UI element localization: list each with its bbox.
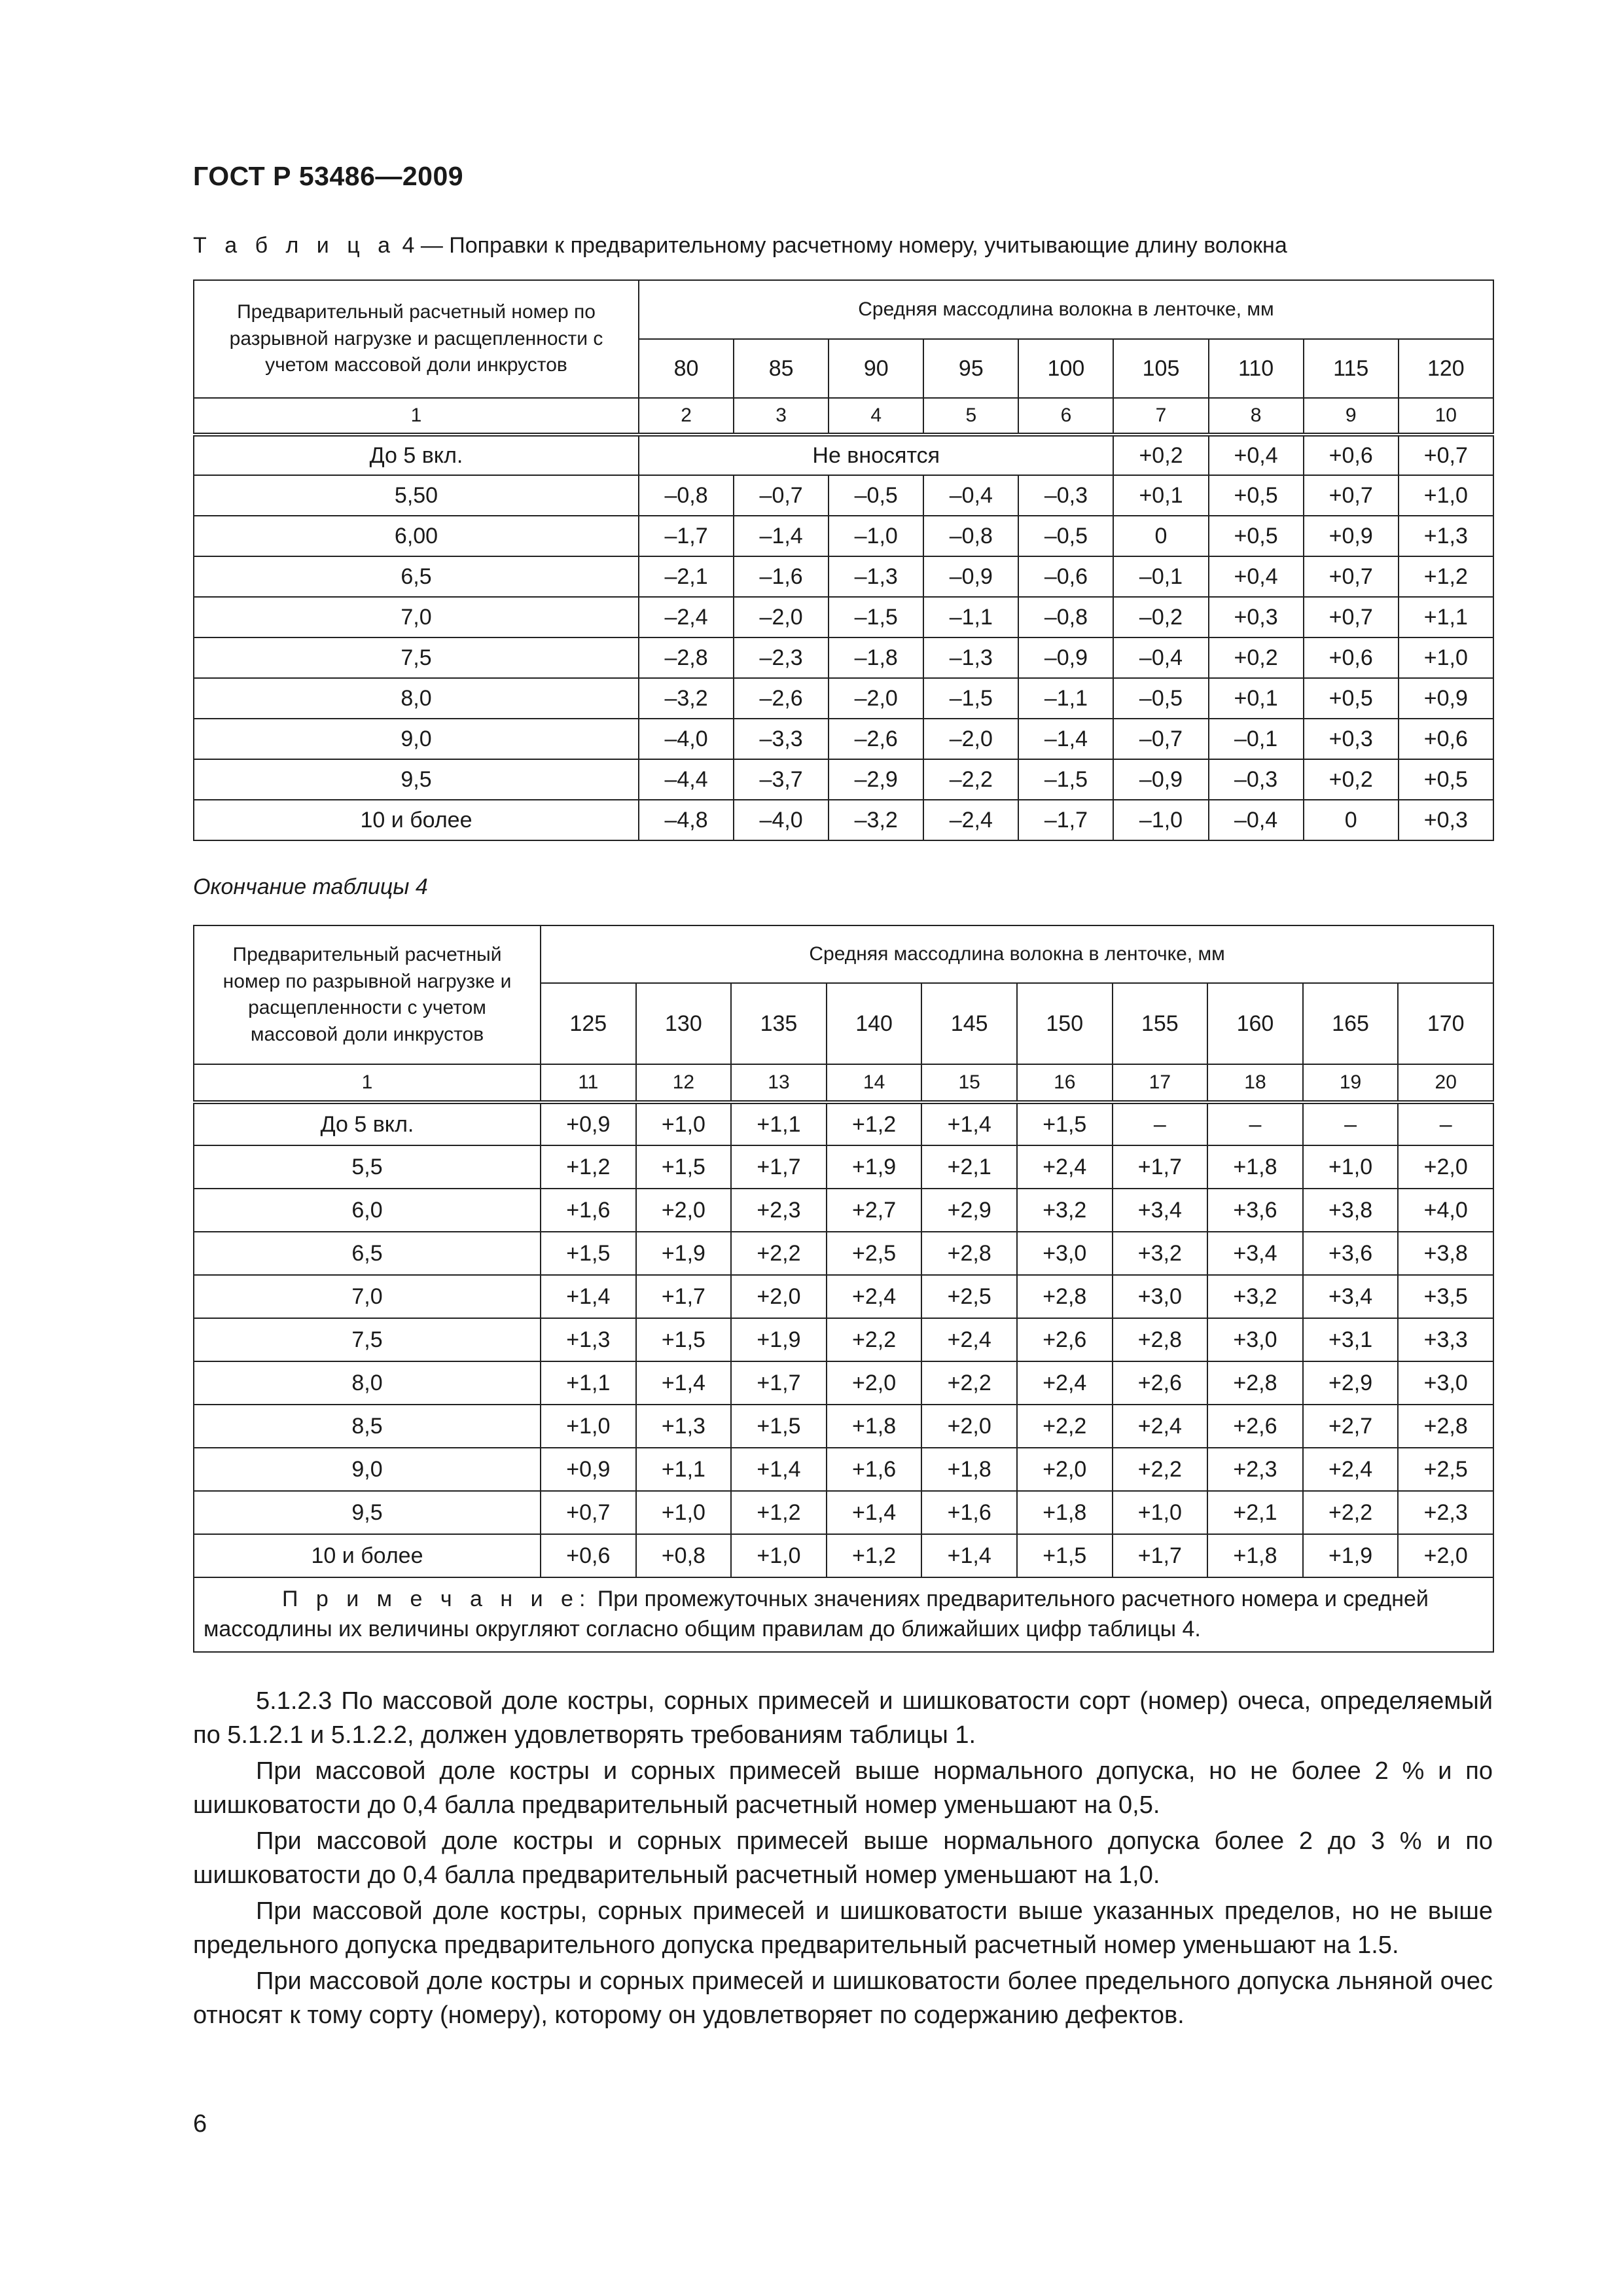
column-number: 4: [829, 398, 923, 435]
page-number: 6: [193, 2110, 207, 2138]
row-label: До 5 вкл.: [194, 1102, 541, 1145]
table-row: [194, 1145, 1493, 1189]
column-number: 13: [731, 1064, 827, 1102]
table-cell: –2,2: [923, 759, 1018, 800]
table-cell: +2,1: [921, 1145, 1017, 1189]
table-cell: +3,3: [1398, 1318, 1493, 1361]
table-cell: +1,8: [1207, 1145, 1303, 1189]
column-number: 20: [1398, 1064, 1493, 1102]
table-cell: +2,6: [1113, 1361, 1208, 1405]
column-number: 2: [639, 398, 734, 435]
table-cell: +0,7: [1304, 597, 1399, 637]
table-cell: –2,0: [923, 719, 1018, 759]
column-number: 1: [194, 398, 639, 435]
table-cell: –0,3: [1018, 475, 1113, 516]
table-cell: –1,0: [1113, 800, 1208, 840]
table-cell: +2,0: [1017, 1448, 1113, 1491]
table-cell: +2,3: [731, 1189, 827, 1232]
table-cell: –2,8: [639, 637, 734, 678]
length-header: 165: [1303, 983, 1399, 1064]
table-cell: +1,3: [1399, 516, 1493, 556]
table-cell: +0,7: [541, 1491, 636, 1534]
table-cell: +2,2: [1113, 1448, 1208, 1491]
table-cell: –1,7: [639, 516, 734, 556]
table-cell: +3,4: [1113, 1189, 1208, 1232]
table-cell: +1,9: [827, 1145, 922, 1189]
table-cell: +2,9: [1303, 1361, 1399, 1405]
row-label: 7,5: [194, 1318, 541, 1361]
table-cell: +0,6: [1304, 435, 1399, 475]
group-header: Средняя массодлина волокна в ленточке, мм: [639, 280, 1493, 339]
table-row: [194, 1534, 1493, 1577]
table-cell: +1,2: [541, 1145, 636, 1189]
table-cell: +2,2: [1017, 1405, 1113, 1448]
table-cell: +0,2: [1113, 435, 1208, 475]
table-row: [194, 637, 1493, 678]
table-row: [194, 1275, 1493, 1318]
length-header: 105: [1113, 339, 1208, 398]
table-cell: +2,7: [1303, 1405, 1399, 1448]
table-cell: +2,4: [827, 1275, 922, 1318]
table-row: [194, 556, 1493, 597]
table-cell: –1,3: [829, 556, 923, 597]
table-cell: –2,3: [734, 637, 829, 678]
table-cell: +2,0: [921, 1405, 1017, 1448]
table-cell: –4,8: [639, 800, 734, 840]
table-row: [194, 597, 1493, 637]
length-header: 80: [639, 339, 734, 398]
table-cell: –0,8: [639, 475, 734, 516]
table-cell: +1,3: [541, 1318, 636, 1361]
table-cell: +3,1: [1303, 1318, 1399, 1361]
table-cell: +0,7: [1304, 556, 1399, 597]
table-cell: +1,8: [827, 1405, 922, 1448]
table-cell: +1,0: [1113, 1491, 1208, 1534]
table-cell: –1,7: [1018, 800, 1113, 840]
length-header: 145: [921, 983, 1017, 1064]
table-cell: –0,5: [1113, 678, 1208, 719]
length-header: 140: [827, 983, 922, 1064]
table-cell: –0,1: [1209, 719, 1304, 759]
row-label: 5,5: [194, 1145, 541, 1189]
table-cell: –: [1113, 1102, 1208, 1145]
length-header: 100: [1018, 339, 1113, 398]
column-number: 10: [1399, 398, 1493, 435]
table-cell: +1,4: [541, 1275, 636, 1318]
paragraph: При массовой доле костры, сорных примесей и шишковатости выше указанных пределов, но не выше предельного допуска предварительного допуска предварительный расчетный номер уменьшают на 1.5.: [193, 1897, 1493, 1959]
table-cell: +2,2: [827, 1318, 922, 1361]
table-cell: +1,7: [731, 1145, 827, 1189]
table-cell: +3,0: [1398, 1361, 1493, 1405]
table-cell: +1,9: [636, 1232, 732, 1275]
table-cell: +1,1: [1399, 597, 1493, 637]
paragraph: При массовой доле костры и сорных примесей и шишковатости более предельного допуска льняной очес относят к тому сорту (номеру), которому он удовлетворяет по содержанию дефектов.: [193, 1967, 1493, 2029]
column-number: 18: [1207, 1064, 1303, 1102]
table-cell: +1,6: [827, 1448, 922, 1491]
table-cell: +1,6: [921, 1491, 1017, 1534]
table-cell: +2,2: [731, 1232, 827, 1275]
table-cell: –: [1303, 1102, 1399, 1145]
table-cell: +0,7: [1399, 435, 1493, 475]
table-4: [193, 279, 1494, 841]
table-row: [194, 1318, 1493, 1361]
table-cell: +0,4: [1209, 556, 1304, 597]
table-cell: +4,0: [1398, 1189, 1493, 1232]
column-number: 1: [194, 1064, 541, 1102]
table-cell: –1,1: [923, 597, 1018, 637]
table-cell: +1,0: [1303, 1145, 1399, 1189]
table-cell: –2,6: [734, 678, 829, 719]
row-label: 6,5: [194, 556, 639, 597]
table-cell: +2,5: [1398, 1448, 1493, 1491]
table-cell: –0,1: [1113, 556, 1208, 597]
table-cell: –2,4: [923, 800, 1018, 840]
table-cell: +2,0: [827, 1361, 922, 1405]
table-cell: +0,1: [1113, 475, 1208, 516]
table-continuation-caption: Окончание таблицы 4: [193, 874, 428, 899]
table-cell: –0,4: [1209, 800, 1304, 840]
table-cell: –2,6: [829, 719, 923, 759]
table-cell: +3,8: [1303, 1189, 1399, 1232]
table-cell: +0,9: [1304, 516, 1399, 556]
table-cell: +2,8: [1113, 1318, 1208, 1361]
table-cell: +2,1: [1207, 1491, 1303, 1534]
table-cell: +0,3: [1399, 800, 1493, 840]
table-cell: +2,4: [1017, 1361, 1113, 1405]
table-cell: +1,9: [731, 1318, 827, 1361]
table-cell: –1,5: [1018, 759, 1113, 800]
length-header: 85: [734, 339, 829, 398]
table-cell: +2,0: [731, 1275, 827, 1318]
table-cell: +2,4: [1017, 1145, 1113, 1189]
table-cell: +1,2: [1399, 556, 1493, 597]
table-cell: +3,2: [1017, 1189, 1113, 1232]
table-cell: +1,4: [731, 1448, 827, 1491]
row-label: 9,0: [194, 1448, 541, 1491]
table-cell: +1,7: [1113, 1534, 1208, 1577]
table-cell: +2,5: [921, 1275, 1017, 1318]
length-header: 90: [829, 339, 923, 398]
table-cell: +1,5: [731, 1405, 827, 1448]
table-4-continuation: [193, 925, 1494, 1653]
table-cell: +1,5: [1017, 1102, 1113, 1145]
paragraph: 5.1.2.3 По массовой доле костры, сорных примесей и шишковатости сорт (номер) очеса, определяемый по 5.1.2.1 и 5.1.2.2, должен удовлетворять требованиям таблицы 1.: [193, 1687, 1493, 1749]
table-cell: –: [1398, 1102, 1493, 1145]
table-cell: +1,5: [636, 1318, 732, 1361]
document-header: ГОСТ Р 53486—2009: [193, 161, 464, 191]
table-cell: –0,9: [1113, 759, 1208, 800]
table-title-label: Т а б л и ц а: [193, 233, 397, 258]
table-cell: +1,5: [1017, 1534, 1113, 1577]
row-label: 8,5: [194, 1405, 541, 1448]
column-number: 8: [1209, 398, 1304, 435]
row-label: 5,50: [194, 475, 639, 516]
table-row: [194, 1189, 1493, 1232]
row-label: 7,5: [194, 637, 639, 678]
table-cell: –1,6: [734, 556, 829, 597]
table-cell: +1,4: [827, 1491, 922, 1534]
column-number: 15: [921, 1064, 1017, 1102]
table-cell: +1,0: [1399, 475, 1493, 516]
table-cell: +2,0: [1398, 1534, 1493, 1577]
table-cell: +1,0: [636, 1102, 732, 1145]
row-label: 9,0: [194, 719, 639, 759]
table-cell: 0: [1113, 516, 1208, 556]
table-cell: +3,6: [1207, 1189, 1303, 1232]
table-cell: +1,7: [636, 1275, 732, 1318]
table-cell: +1,8: [1017, 1491, 1113, 1534]
table-cell: +2,2: [921, 1361, 1017, 1405]
table-cell: –0,4: [1113, 637, 1208, 678]
table-cell: +1,4: [921, 1534, 1017, 1577]
merged-cell: Не вносятся: [639, 435, 1113, 475]
table-row: [194, 1491, 1493, 1534]
table-cell: +2,6: [1207, 1405, 1303, 1448]
table-cell: –0,8: [1018, 597, 1113, 637]
length-header: 125: [541, 983, 636, 1064]
column-number: 12: [636, 1064, 732, 1102]
table-cell: +1,1: [636, 1448, 732, 1491]
table-cell: +0,6: [1399, 719, 1493, 759]
table-cell: +0,9: [541, 1448, 636, 1491]
table-cell: +3,4: [1303, 1275, 1399, 1318]
row-label: 8,0: [194, 678, 639, 719]
table-cell: +1,2: [827, 1102, 922, 1145]
table-cell: +1,1: [731, 1102, 827, 1145]
table-cell: +1,5: [636, 1145, 732, 1189]
table-cell: +1,4: [921, 1102, 1017, 1145]
table-row: [194, 1448, 1493, 1491]
table-row: [194, 1102, 1493, 1145]
table-cell: +2,3: [1207, 1448, 1303, 1491]
table-cell: +0,5: [1304, 678, 1399, 719]
table-cell: –0,2: [1113, 597, 1208, 637]
table-cell: +2,0: [1398, 1145, 1493, 1189]
table-cell: +1,3: [636, 1405, 732, 1448]
table-cell: –0,3: [1209, 759, 1304, 800]
table-cell: –2,9: [829, 759, 923, 800]
table-row: [194, 1405, 1493, 1448]
table-cell: –1,8: [829, 637, 923, 678]
table-title: [193, 233, 1287, 259]
table-cell: +2,7: [827, 1189, 922, 1232]
table-row: [194, 678, 1493, 719]
table-cell: +0,5: [1209, 475, 1304, 516]
table-cell: –1,1: [1018, 678, 1113, 719]
table-cell: +3,8: [1398, 1232, 1493, 1275]
column-number: 14: [827, 1064, 922, 1102]
table-cell: +1,7: [1113, 1145, 1208, 1189]
table-cell: –3,3: [734, 719, 829, 759]
table-cell: +0,6: [1304, 637, 1399, 678]
column-number: 19: [1303, 1064, 1399, 1102]
table-cell: +3,2: [1207, 1275, 1303, 1318]
paragraph: При массовой доле костры и сорных примесей выше нормального допуска, но не более 2 % и по шишковатости до 0,4 балла предварительный расчетный номер уменьшают на 0,5.: [193, 1757, 1493, 1819]
table-cell: +2,0: [636, 1189, 732, 1232]
table-cell: +2,8: [1207, 1361, 1303, 1405]
column-number: 3: [734, 398, 829, 435]
column-number: 9: [1304, 398, 1399, 435]
table-cell: +3,4: [1207, 1232, 1303, 1275]
length-header: 155: [1113, 983, 1208, 1064]
table-cell: +2,8: [1017, 1275, 1113, 1318]
table-cell: +2,2: [1303, 1491, 1399, 1534]
table-cell: +1,2: [731, 1491, 827, 1534]
paragraph: При массовой доле костры и сорных примесей выше нормального допуска более 2 до 3 % и по шишковатости до 0,4 балла предварительный расчетный номер уменьшают на 1,0.: [193, 1827, 1493, 1889]
table-cell: +0,5: [1399, 759, 1493, 800]
row-label: 9,5: [194, 759, 639, 800]
row-label: 9,5: [194, 1491, 541, 1534]
table-cell: –1,0: [829, 516, 923, 556]
table-cell: +0,3: [1209, 597, 1304, 637]
table-row: [194, 475, 1493, 516]
table-cell: +0,6: [541, 1534, 636, 1577]
table-cell: –1,4: [1018, 719, 1113, 759]
row-label: 10 и более: [194, 1534, 541, 1577]
row-label: 8,0: [194, 1361, 541, 1405]
table-cell: +0,9: [541, 1102, 636, 1145]
table-cell: +1,5: [541, 1232, 636, 1275]
table-cell: +0,9: [1399, 678, 1493, 719]
table-row: [194, 800, 1493, 840]
note-text: При промежуточных значениях предварительного расчетного номера и средней массодлины их величины округляют согласно общим правилам до ближайших цифр таблицы 4.: [204, 1587, 1429, 1641]
row-label: 6,5: [194, 1232, 541, 1275]
table-cell: –1,4: [734, 516, 829, 556]
row-label: 10 и более: [194, 800, 639, 840]
table-cell: 0: [1304, 800, 1399, 840]
table-cell: +2,5: [827, 1232, 922, 1275]
table-row: [194, 1361, 1493, 1405]
table-cell: –0,9: [923, 556, 1018, 597]
table-cell: –0,6: [1018, 556, 1113, 597]
table-cell: –2,0: [829, 678, 923, 719]
table-cell: +2,4: [921, 1318, 1017, 1361]
table-cell: +3,0: [1113, 1275, 1208, 1318]
table-note: [194, 1577, 1493, 1652]
table-cell: +0,2: [1304, 759, 1399, 800]
table-cell: +3,0: [1207, 1318, 1303, 1361]
table-cell: +2,3: [1398, 1491, 1493, 1534]
table-cell: +1,8: [1207, 1534, 1303, 1577]
column-number: 11: [541, 1064, 636, 1102]
row-label: 6,0: [194, 1189, 541, 1232]
table-row: [194, 759, 1493, 800]
table-cell: +0,3: [1304, 719, 1399, 759]
table-cell: –1,5: [923, 678, 1018, 719]
note-label: П р и м е ч а н и е:: [282, 1587, 592, 1611]
table-cell: +1,0: [636, 1491, 732, 1534]
table-cell: –0,4: [923, 475, 1018, 516]
table-cell: +1,6: [541, 1189, 636, 1232]
table-cell: +3,2: [1113, 1232, 1208, 1275]
row-header: Предварительный расчетный номер по разрывной нагрузке и расщепленности с учетом массовой доли инкрустов: [194, 280, 639, 398]
table-cell: +0,5: [1209, 516, 1304, 556]
table-cell: –3,2: [829, 800, 923, 840]
table-cell: –0,7: [734, 475, 829, 516]
table-cell: –3,2: [639, 678, 734, 719]
table-cell: +1,0: [731, 1534, 827, 1577]
length-header: 150: [1017, 983, 1113, 1064]
row-label: До 5 вкл.: [194, 435, 639, 475]
table-cell: –3,7: [734, 759, 829, 800]
table-cell: +2,4: [1303, 1448, 1399, 1491]
table-cell: +2,4: [1113, 1405, 1208, 1448]
table-cell: +1,9: [1303, 1534, 1399, 1577]
row-label: 6,00: [194, 516, 639, 556]
table-cell: +2,9: [921, 1189, 1017, 1232]
row-label: 7,0: [194, 1275, 541, 1318]
length-header: 170: [1398, 983, 1493, 1064]
length-header: 115: [1304, 339, 1399, 398]
table-cell: –0,7: [1113, 719, 1208, 759]
column-number: 16: [1017, 1064, 1113, 1102]
length-header: 95: [923, 339, 1018, 398]
table-cell: +0,1: [1209, 678, 1304, 719]
table-cell: +0,7: [1304, 475, 1399, 516]
table-cell: +1,2: [827, 1534, 922, 1577]
table-cell: +2,6: [1017, 1318, 1113, 1361]
table-cell: +3,0: [1017, 1232, 1113, 1275]
column-number: 5: [923, 398, 1018, 435]
table-cell: –2,4: [639, 597, 734, 637]
table-cell: –0,9: [1018, 637, 1113, 678]
table-cell: +2,8: [1398, 1405, 1493, 1448]
table-cell: –4,4: [639, 759, 734, 800]
length-header: 120: [1399, 339, 1493, 398]
table-cell: –4,0: [639, 719, 734, 759]
table-cell: –0,5: [829, 475, 923, 516]
table-cell: –4,0: [734, 800, 829, 840]
table-cell: –1,5: [829, 597, 923, 637]
column-number: 6: [1018, 398, 1113, 435]
table-cell: –0,8: [923, 516, 1018, 556]
table-row: [194, 719, 1493, 759]
length-header: 130: [636, 983, 732, 1064]
table-cell: –: [1207, 1102, 1303, 1145]
table-cell: +1,4: [636, 1361, 732, 1405]
body-text: [193, 1684, 1493, 2034]
table-cell: +1,1: [541, 1361, 636, 1405]
table-cell: +0,2: [1209, 637, 1304, 678]
length-header: 135: [731, 983, 827, 1064]
table-cell: –1,3: [923, 637, 1018, 678]
length-header: 110: [1209, 339, 1304, 398]
table-cell: –2,0: [734, 597, 829, 637]
table-row: [194, 1232, 1493, 1275]
row-label: 7,0: [194, 597, 639, 637]
table-cell: +2,8: [921, 1232, 1017, 1275]
table-cell: +0,8: [636, 1534, 732, 1577]
length-header: 160: [1207, 983, 1303, 1064]
column-number: 7: [1113, 398, 1208, 435]
table-row: [194, 516, 1493, 556]
group-header: Средняя массодлина волокна в ленточке, мм: [541, 925, 1493, 983]
row-header: Предварительный расчетный номер по разрывной нагрузке и расщепленности с учетом массовой доли инкрустов: [194, 925, 541, 1064]
table-cell: +1,8: [921, 1448, 1017, 1491]
column-number: 17: [1113, 1064, 1208, 1102]
table-cell: +3,6: [1303, 1232, 1399, 1275]
table-cell: +1,7: [731, 1361, 827, 1405]
note-row: [194, 1577, 1493, 1652]
table-cell: +0,4: [1209, 435, 1304, 475]
table-title-text: 4 — Поправки к предварительному расчетному номеру, учитывающие длину волокна: [396, 233, 1287, 258]
table-cell: +3,5: [1398, 1275, 1493, 1318]
table-cell: –0,5: [1018, 516, 1113, 556]
table-cell: +1,0: [1399, 637, 1493, 678]
table-cell: –2,1: [639, 556, 734, 597]
table-cell: +1,0: [541, 1405, 636, 1448]
